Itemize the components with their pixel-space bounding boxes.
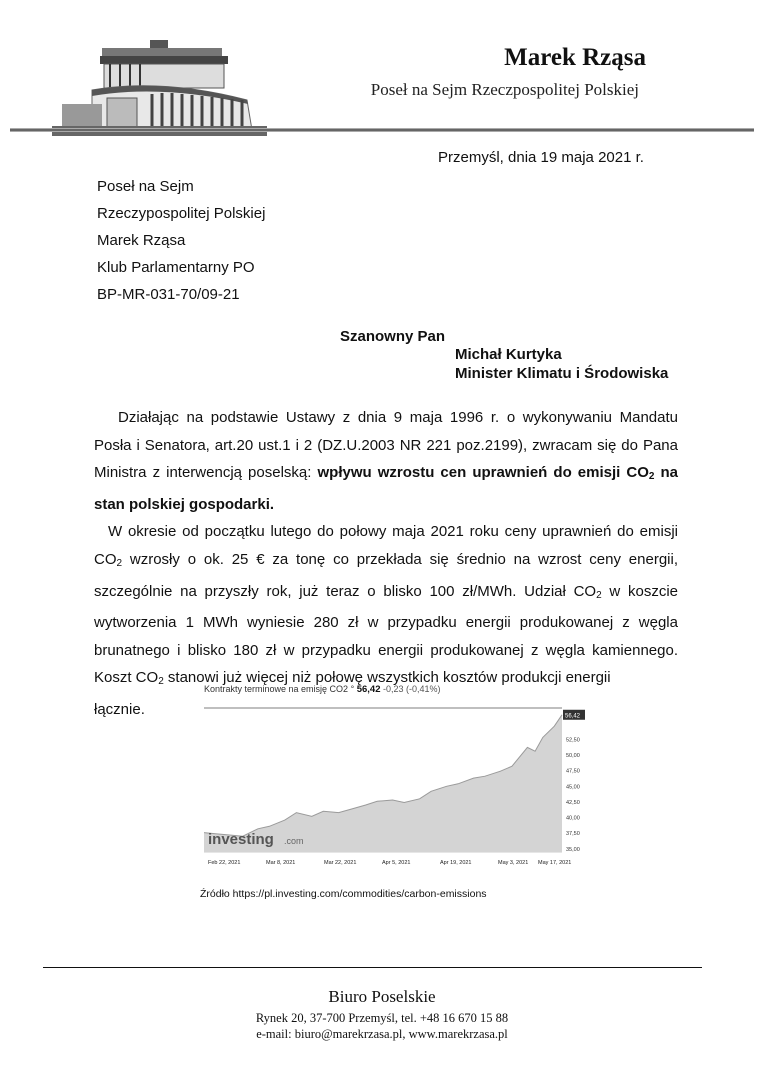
recipient-name: Michał Kurtyka [455,346,562,363]
y-tick-label: 42,50 [566,799,580,806]
subject-subscript: 2 [648,471,655,483]
sender-reference: BP-MR-031-70/09-21 [97,286,240,303]
y-tick-label: 47,50 [566,768,580,775]
co2-price-chart [196,698,586,870]
footer-rule [43,967,702,968]
co2-subscript: 2 [596,589,602,601]
x-tick-label: Mar 8, 2021 [266,860,296,866]
chart-header [204,684,441,695]
chart-title: Kontrakty terminowe na emisję CO2 [204,684,349,694]
sejm-building-logo [52,38,267,136]
body-p2-last-line: łącznie. [94,700,145,718]
letter-body [94,404,678,724]
body-paragraph-1 [94,404,678,518]
chart-change: -0,23 [383,684,404,694]
body-p2-text-b: wzrosły o ok. 25 € za tonę co przekłada się średnio na wzrost ceny energii, szczególnie na przyszły rok, już teraz o blisko 100 zł/MWh. Udział CO [94,550,678,600]
y-tick-label: 52,50 [566,737,580,744]
date-line: Przemyśl, dnia 19 maja 2021 r. [438,149,644,166]
salutation-greeting: Szanowny Pan [340,328,446,345]
co2-subscript: 2 [116,557,123,569]
sender-line-3: Marek Rząsa [97,232,186,249]
subject-text-b: na stan polskiej gospodarki. [94,464,678,513]
chart-current-value: 56,42 [356,684,381,695]
x-tick-label: May 3, 2021 [498,860,529,866]
sender-line-2: Rzeczypospolitej Polskiej [97,205,266,222]
source-note: Źródło https://pl.investing.com/commodities/carbon-emissions [200,888,487,900]
subject-text-a: wpływu wzrostu cen uprawnień do emisji CO [317,464,649,482]
body-paragraph-2 [94,518,678,696]
x-tick-label: Feb 22, 2021 [208,860,241,866]
body-p2-text-d: stanowi już więcej niż połowę wszystkich kosztów produkcji energii [163,669,611,687]
recipient-position: Minister Klimatu i Środowiska [455,365,669,382]
investing-watermark-domain: .com [284,836,304,846]
chart-change-percent: (-0,41%) [406,684,441,694]
investing-watermark: investing [208,831,274,848]
last-value-label: 56,42 [565,713,581,720]
footer-contact: e-mail: biuro@marekrzasa.pl, www.marekrzasa.pl [256,1027,508,1041]
x-tick-label: May 17, 2021 [538,860,572,866]
sender-line-4: Klub Parlamentarny PO [97,259,255,276]
x-tick-label: Apr 19, 2021 [440,860,472,866]
sender-line-1: Poseł na Sejm [97,178,194,195]
letterhead-name: Marek Rząsa [504,44,646,71]
y-tick-label: 37,50 [566,831,580,838]
letterhead-rule [10,127,754,133]
y-tick-label: 45,00 [566,784,580,791]
body-p2-text-c: w koszcie wytworzenia 1 MWh wyniesie 280 zł w przypadku energii produkowanej z węgla brunatnego i blisko 180 zł w przypadku energii produkowanej z węgla kamiennego. Koszt CO [94,582,678,687]
x-tick-label: Mar 22, 2021 [324,860,357,866]
footer-address: Rynek 20, 37-700 Przemyśl, tel. +48 16 670 15 88 [255,1011,509,1025]
y-tick-label: 35,00 [566,846,580,853]
x-tick-label: Apr 5, 2021 [382,860,411,866]
letterhead-subtitle: Poseł na Sejm Rzeczpospolitej Polskiej [370,80,639,99]
y-tick-label: 40,00 [566,815,580,822]
chart-marker: ° [350,684,355,694]
co2-subscript: 2 [158,676,164,688]
body-p2-text-a: W okresie od początku lutego do połowy maja 2021 roku ceny uprawnień do emisji CO [94,523,678,568]
footer-title: Biuro Poselskie [328,987,436,1006]
body-p1-text: Działając na podstawie Ustawy z dnia 9 maja 1996 r. o wykonywaniu Mandatu Posła i Senatora, art.20 ust.1 i 2 (DZ.U.2003 NR 221 poz.2199), zwracam się do Pana Ministra z interwencją poselską: [94,409,678,482]
y-tick-label: 50,00 [566,752,580,759]
